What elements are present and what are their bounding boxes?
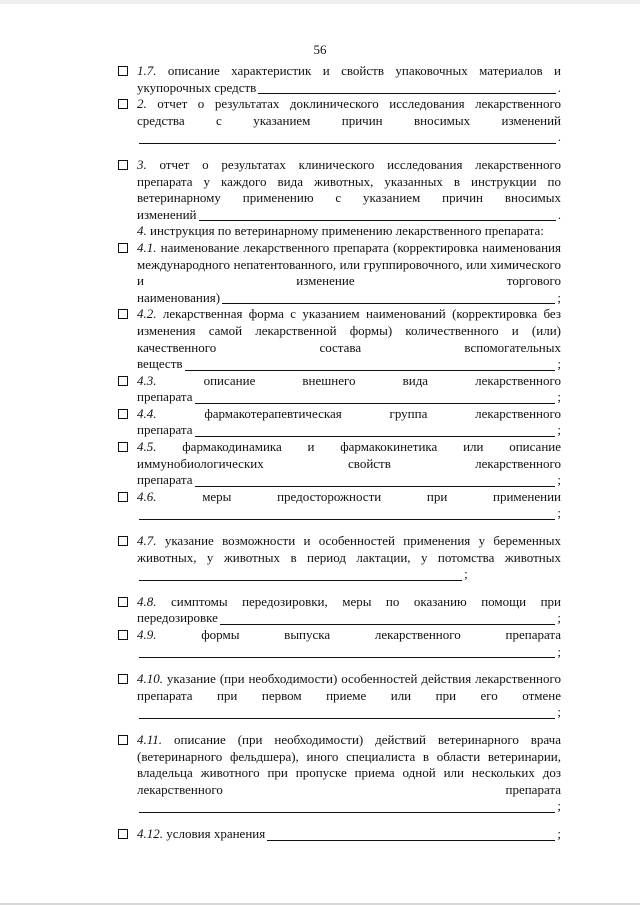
item-text: описание (при необходимости) действий ветеринарного врача (ветеринарного фельдшера), иного специалиста в области ветеринарии, владельца животного при пропуске приема одной или нескольких доз лекарственного препарата <box>137 731 561 797</box>
item-end: ; <box>557 610 561 626</box>
item-text: описание внешнего вида лекарственного <box>203 372 561 388</box>
item-number: 4.6. <box>137 488 157 504</box>
item-end: ; <box>557 704 561 720</box>
fill-line[interactable] <box>185 358 556 371</box>
item-text-cont: передозировке <box>137 610 218 626</box>
item-text: инструкция по ветеринарному применению лекарственного препарата: <box>150 223 544 239</box>
checkbox[interactable] <box>118 99 128 109</box>
list-item-4-5 <box>115 439 561 489</box>
item-number: 3. <box>137 156 147 172</box>
fill-line[interactable] <box>222 291 555 304</box>
list-item-3 <box>115 157 561 223</box>
item-text-cont: укупорочных средств <box>137 79 257 95</box>
item-number: 4.4. <box>137 405 157 421</box>
item-text-cont: средства с указанием причин вносимых изменений <box>137 112 561 128</box>
item-end: ; <box>557 505 561 521</box>
fill-line[interactable] <box>195 391 556 404</box>
form-content <box>115 63 561 843</box>
item-end: ; <box>557 643 561 659</box>
list-item-4-11 <box>115 732 561 815</box>
item-text: фармакотерапевтическая группа лекарственного <box>204 405 562 421</box>
item-text: меры предосторожности при применении <box>202 488 562 504</box>
item-number: 4.9. <box>137 627 157 642</box>
item-end: ; <box>557 472 561 488</box>
fill-line[interactable] <box>258 81 555 94</box>
item-text: отчет о результатах клинического исследования лекарственного препарата у каждого вида животных, указанных в инструкции по ветеринарному применению с указанием причин вносимых <box>137 156 561 206</box>
item-end: ; <box>557 389 561 405</box>
list-item-4-9 <box>115 627 561 660</box>
checkbox[interactable] <box>118 376 128 386</box>
checkbox[interactable] <box>118 243 128 253</box>
item-text-cont: наименования) <box>137 289 221 305</box>
item-text: формы выпуска лекарственного препарата <box>201 627 562 642</box>
item-text: условия хранения <box>166 825 266 841</box>
fill-line[interactable] <box>139 507 555 520</box>
list-item-4-6 <box>115 489 561 522</box>
fill-line[interactable] <box>199 208 556 221</box>
item-text: симптомы передозировки, меры по оказанию помощи при <box>170 593 561 609</box>
item-text-cont: препарата <box>137 422 193 438</box>
item-text-cont: веществ <box>137 356 183 372</box>
checkbox[interactable] <box>118 829 128 839</box>
item-text: наименование лекарственного препарата (корректировка наименования международного непатентованного, или группировочного, или химического и изменение торгового <box>137 239 561 289</box>
list-item-4-7 <box>115 533 561 583</box>
checkbox[interactable] <box>118 674 128 684</box>
item-end: ; <box>557 289 561 305</box>
item-text-cont: препарата <box>137 389 193 405</box>
fill-line[interactable] <box>220 612 555 625</box>
item-end: . <box>557 79 561 95</box>
list-heading-4 <box>115 223 561 240</box>
fill-line[interactable] <box>195 424 556 437</box>
fill-line[interactable] <box>139 131 556 144</box>
list-item-4-4 <box>115 406 561 439</box>
item-end: ; <box>464 566 468 582</box>
checkbox[interactable] <box>118 492 128 502</box>
list-item-4-2 <box>115 306 561 372</box>
item-text: фармакодинамика и фармакокинетика или описание иммунобиологических свойств лекарственного <box>137 439 561 471</box>
item-text: указание (при необходимости) особенностей действия лекарственного препарата при первом приеме или при его отмене <box>137 671 562 703</box>
list-item-4-12 <box>115 826 561 843</box>
checkbox[interactable] <box>118 735 128 745</box>
checkbox[interactable] <box>118 409 128 419</box>
fill-line[interactable] <box>139 645 555 658</box>
item-number: 4.1. <box>137 239 157 255</box>
item-text-cont: изменений <box>137 206 197 222</box>
item-number: 2. <box>137 96 147 112</box>
page-top-edge <box>0 0 640 4</box>
item-number: 4.3. <box>137 372 157 388</box>
fill-line[interactable] <box>139 568 462 581</box>
item-text: отчет о результатах доклинического исследования лекарственного <box>157 96 561 112</box>
item-text: указание возможности и особенностей применения у беременных животных, у животных в период лактации, у потомства животных <box>137 533 561 565</box>
item-number: 4. <box>137 223 147 239</box>
checkbox[interactable] <box>118 630 128 640</box>
fill-line[interactable] <box>139 800 555 813</box>
list-item-4-1 <box>115 240 561 306</box>
item-end: . <box>557 206 561 222</box>
list-item-4-8 <box>115 594 561 627</box>
checkbox[interactable] <box>118 442 128 452</box>
checkbox[interactable] <box>118 160 128 170</box>
item-end: ; <box>557 825 561 841</box>
item-number: 4.12. <box>137 825 163 841</box>
item-number: 1.7. <box>137 63 157 78</box>
item-number: 4.10. <box>137 671 163 687</box>
item-number: 4.2. <box>137 306 157 322</box>
checkbox[interactable] <box>118 536 128 546</box>
item-text: лекарственная форма с указанием наименований (корректировка без изменения самой лекарственной формы) количественного и (или) качественного состава вспомогательных <box>137 306 561 355</box>
list-item-1-7 <box>115 63 561 96</box>
list-item-2 <box>115 96 561 146</box>
item-text: описание характеристик и свойств упаковочных материалов и <box>167 63 561 78</box>
fill-line[interactable] <box>267 828 555 841</box>
fill-line[interactable] <box>195 474 556 487</box>
item-end: . <box>557 129 561 145</box>
item-end: ; <box>557 422 561 438</box>
list-item-4-3 <box>115 373 561 406</box>
list-item-4-10 <box>115 671 561 721</box>
checkbox[interactable] <box>118 597 128 607</box>
item-end: ; <box>557 356 561 372</box>
item-number: 4.11. <box>137 731 163 747</box>
checkbox[interactable] <box>118 309 128 319</box>
item-number: 4.8. <box>137 593 157 609</box>
item-text-cont: препарата <box>137 472 193 488</box>
item-end: ; <box>557 798 561 814</box>
checkbox[interactable] <box>118 66 128 76</box>
item-number: 4.5. <box>137 439 157 455</box>
item-number: 4.7. <box>137 533 157 549</box>
fill-line[interactable] <box>139 706 555 719</box>
page-number: 56 <box>313 42 327 57</box>
